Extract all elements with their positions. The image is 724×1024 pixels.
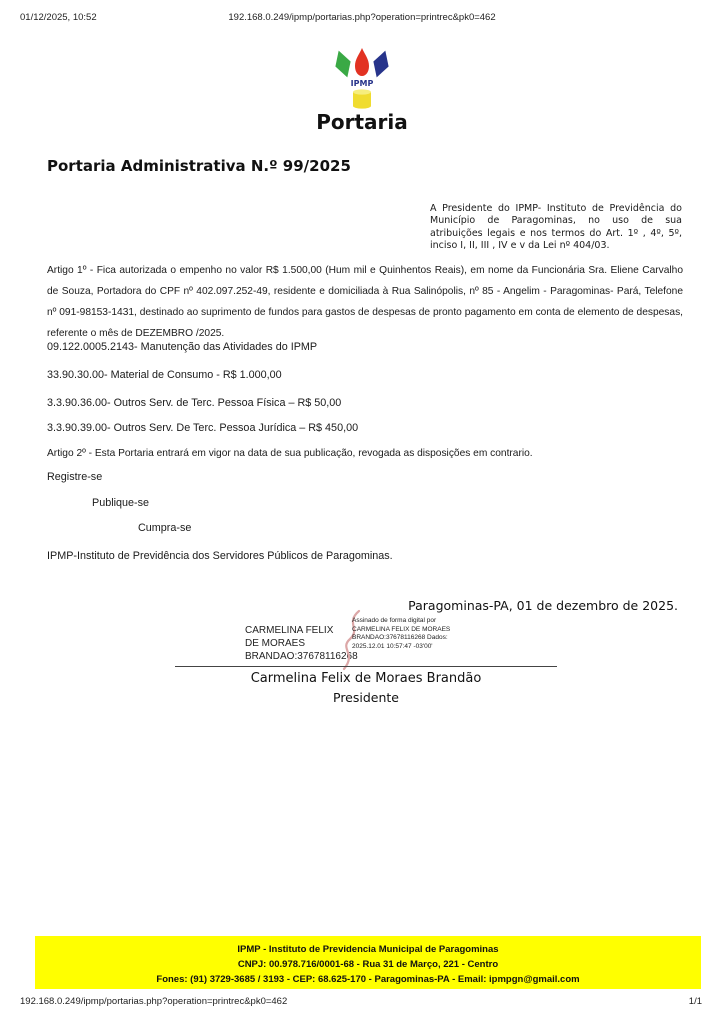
budget-line: 09.122.0005.2143- Manutenção das Atividades do IPMP [47,341,318,353]
logo-cylinder-top [353,89,371,94]
institution-footer-box [35,936,701,989]
digital-signer-name: CARMELINA FELIX DE MORAES BRANDAO:37678116268 [245,625,358,662]
logo-green-diamond-icon [331,48,355,80]
signatory-role: Presidente [333,690,399,705]
closing-line-cumpra: Cumpra-se [138,522,192,534]
logo-flame-icon [355,48,369,76]
logo-blue-diamond-icon [369,48,393,80]
budget-line: 3.3.90.36.00- Outros Serv. de Terc. Pessoa Física – R$ 50,00 [47,397,342,409]
article-1-paragraph: Artigo 1º - Fica autorizada o empenho no valor R$ 1.500,00 (Hum mil e Quinhentos Reais), em nome da Funcionária Sra. Eliene Carvalho de Souza, Portadora do CPF nº 402.097.252-49, residente e domiciliada à Rua Salinópolis, nº 85 - Angelim - Paragominas- Pará, Telefone nº 091-98153-1431, destinado ao suprimento de fundos para gastos de despesas de pronto pagamento em conta de elemento de despesas, referente o mês de DEZEMBRO /2025. [47,265,683,339]
document-heading: Portaria Administrativa N.º 99/2025 [47,157,351,175]
logo-cylinder-bottom [353,103,371,108]
header-datetime: 01/12/2025, 10:52 [20,12,97,23]
institution-line: IPMP-Instituto de Previdência dos Servidores Públicos de Paragominas. [47,550,393,562]
footer-box-line-3: Fones: (91) 3729-3685 / 3193 - CEP: 68.625-170 - Paragominas-PA - Email: ipmpgn@gmail.com [156,974,580,985]
article-2-paragraph: Artigo 2º - Esta Portaria entrará em vigor na data de sua publicação, revogada as disposições em contrario. [47,448,533,459]
closing-line-registre: Registre-se [47,471,103,483]
ipmp-logo-icon [326,48,398,112]
ipmp-logo [326,48,398,112]
budget-line: 3.3.90.39.00- Outros Serv. De Terc. Pessoa Jurídica – R$ 450,00 [47,422,359,434]
signature-line [175,666,557,667]
date-line: Paragominas-PA, 01 de dezembro de 2025. [408,598,678,613]
footer-page-number: 1/1 [688,996,702,1007]
budget-line: 33.90.30.00- Material de Consumo - R$ 1.000,00 [47,369,282,381]
closing-line-publique: Publique-se [92,497,150,509]
preamble-paragraph: A Presidente do IPMP- Instituto de Previdência do Município de Paragominas, no uso de sua atribuições legais e nos termos do Art. 1º , 4º, 5º, inciso I, II, III , IV e v da Lei nº 404/03. [430,203,682,252]
footer-url: 192.168.0.249/ipmp/portarias.php?operation=printrec&pk0=462 [20,996,288,1007]
digital-signature-note: Assinado de forma digital por CARMELINA FELIX DE MORAES BRANDAO:37678116268 Dados: 2025.12.01 10:57:47 -03'00' [352,617,451,650]
header-url: 192.168.0.249/ipmp/portarias.php?operation=printrec&pk0=462 [228,12,496,23]
signatory-name: Carmelina Felix de Moraes Brandão [250,671,482,686]
logo-text: IPMP [350,79,374,88]
footer-box-line-2: CNPJ: 00.978.716/0001-68 - Rua 31 de Março, 221 - Centro [237,959,499,970]
page-title: Portaria [316,110,408,134]
footer-box-line-1: IPMP - Instituto de Previdencia Municipal de Paragominas [237,944,499,955]
